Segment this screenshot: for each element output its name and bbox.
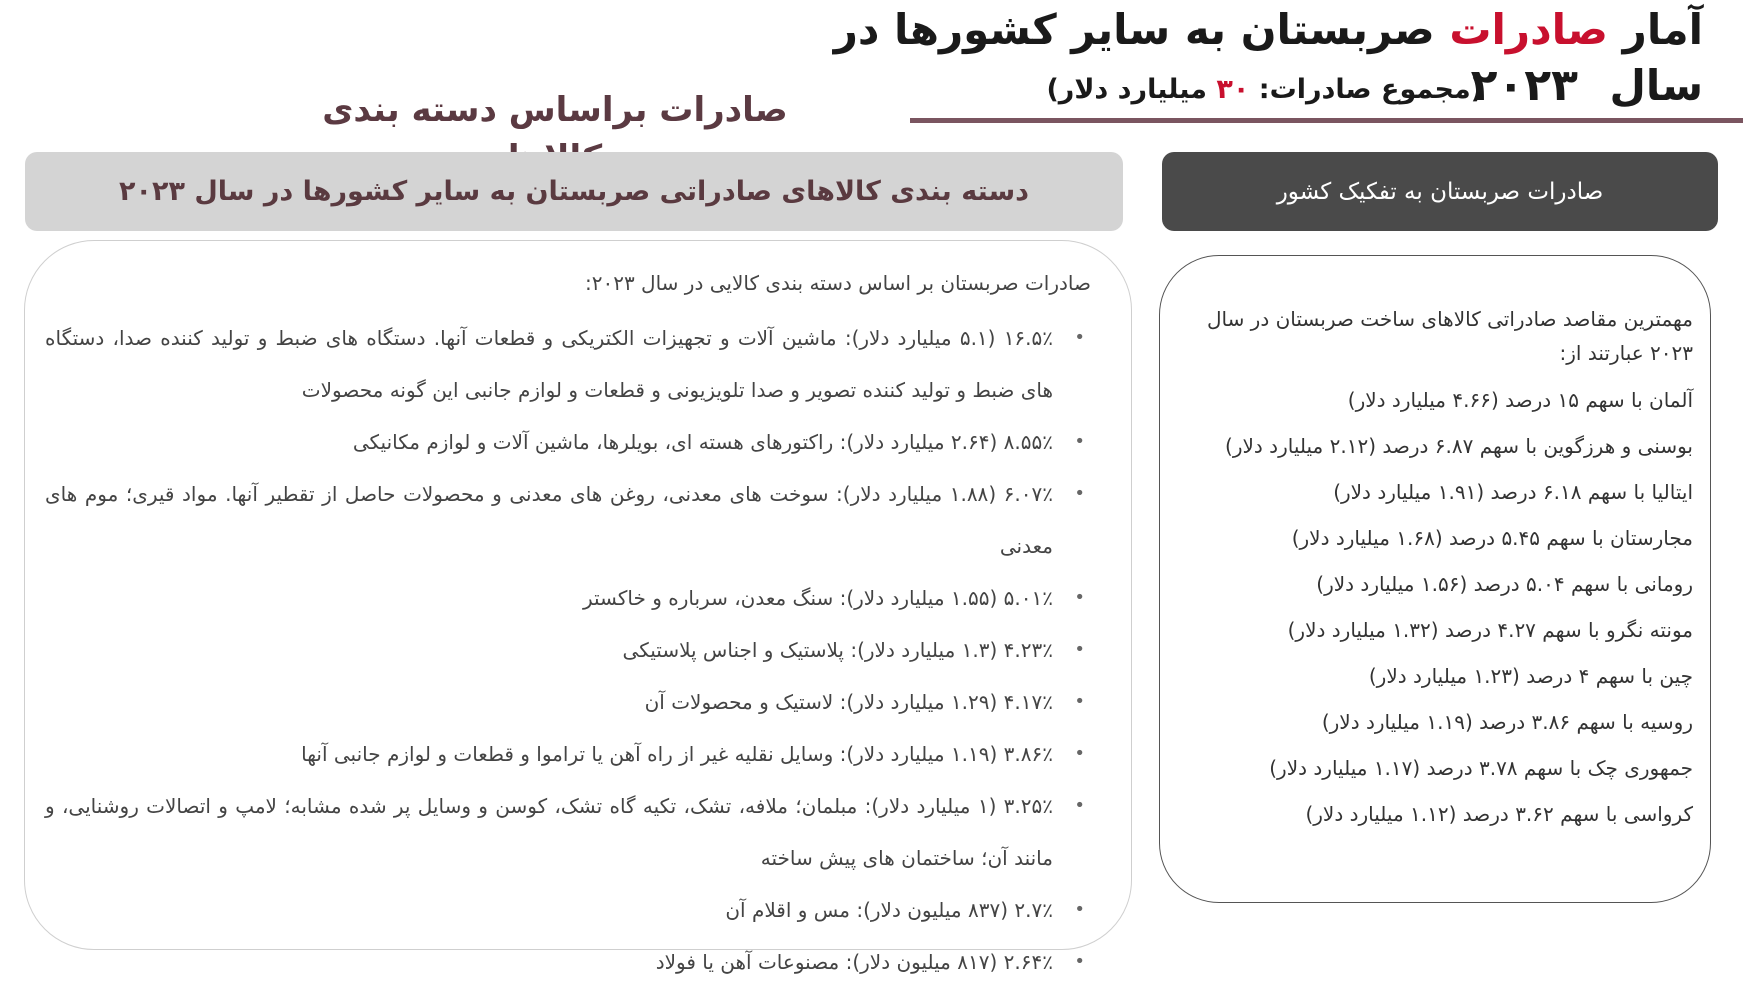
list-item: بوسنی و هرزگوین با سهم ۶.۸۷ درصد (۲.۱۲ میلیارد دلار)	[1225, 434, 1693, 458]
category-text: ۳.۸۶٪ (۱.۱۹ میلیارد دلار): وسایل نقلیه غیر از راه آهن یا تراموا و قطعات و لوازم جانبی آنها	[301, 742, 1053, 766]
bullet-icon: •	[1074, 431, 1085, 452]
countries-header: صادرات صربستان به تفکیک کشور	[1162, 152, 1718, 231]
bullet-icon: •	[1074, 327, 1085, 348]
title-accent: صادرات	[1449, 5, 1609, 54]
bullet-icon: •	[1074, 587, 1085, 608]
list-item: مجارستان با سهم ۵.۴۵ درصد (۱.۶۸ میلیارد دلار)	[1291, 526, 1693, 550]
total-open: (مجموع صادرات:	[1258, 74, 1483, 105]
category-text: ۲.۷٪ (۸۳۷ میلیون دلار): مس و اقلام آن	[725, 898, 1053, 922]
bullet-icon: •	[1074, 899, 1085, 920]
category-text: ۵.۰۱٪ (۱.۵۵ میلیارد دلار): سنگ معدن، سرباره و خاکستر	[582, 586, 1053, 610]
category-text: ۴.۲۳٪ (۱.۳ میلیارد دلار): پلاستیک و اجناس پلاستیکی	[622, 638, 1053, 662]
list-item	[45, 884, 1095, 936]
category-text: ۳.۲۵٪ (۱ میلیارد دلار): مبلمان؛ ملافه، تشک، تکیه گاه تشک، کوسن و وسایل پر شده مشابه؛ لامپ و اتصالات روشنایی، و مانند آن؛ ساختمان های پیش ساخته	[45, 794, 1053, 870]
section-title: صادرات براساس دسته بندی	[322, 90, 788, 130]
list-item	[45, 416, 1095, 468]
list-item: روسیه با سهم ۳.۸۶ درصد (۱.۱۹ میلیارد دلار)	[1321, 710, 1693, 734]
title-part2: صربستان به سایر کشورها در سال	[833, 5, 1703, 110]
bullet-icon: •	[1074, 795, 1085, 816]
categories-list	[45, 312, 1095, 988]
category-text: ۶.۰۷٪ (۱.۸۸ میلیارد دلار): سوخت های معدنی، روغن های معدنی و محصولات حاصل از تقطیر آنها. مواد قیری؛ موم های معدنی	[45, 482, 1053, 558]
bullet-icon: •	[1074, 639, 1085, 660]
category-text: ۸.۵۵٪ (۲.۶۴ میلیارد دلار): راکتورهای هسته ای، بویلرها، ماشین آلات و لوازم مکانیکی	[352, 430, 1053, 454]
list-item	[45, 468, 1095, 572]
countries-list	[1153, 380, 1693, 840]
list-item: چین با سهم ۴ درصد (۱.۲۳ میلیارد دلار)	[1368, 664, 1693, 688]
categories-header: دسته بندی کالاهای صادراتی صربستان به سایر کشورها در سال ۲۰۲۳	[25, 152, 1123, 231]
title-part1: آمار	[1622, 5, 1703, 54]
category-text: ۲.۶۴٪ (۸۱۷ میلیون دلار): مصنوعات آهن یا فولاد	[655, 950, 1053, 974]
total-exports	[1046, 70, 1483, 110]
list-item	[45, 624, 1095, 676]
bullet-icon: •	[1074, 951, 1085, 972]
list-item	[45, 676, 1095, 728]
list-item	[45, 728, 1095, 780]
countries-intro: مهمترین مقاصد صادراتی کالاهای ساخت صربستان در سال ۲۰۲۳ عبارتند از:	[1206, 307, 1693, 365]
bullet-icon: •	[1074, 691, 1085, 712]
list-item	[45, 312, 1095, 416]
category-text: ۱۶.۵٪ (۵.۱ میلیارد دلار): ماشین آلات و تجهیزات الکتریکی و قطعات آنها. دستگاه های ضبط و تولید کننده صدا، دستگاه های ضبط و تولید کننده تصویر و صدا تلویزیونی و قطعات و لوازم جانبی این گونه محصولات	[45, 326, 1054, 402]
list-item: کرواسی با سهم ۳.۶۲ درصد (۱.۱۲ میلیارد دلار)	[1305, 802, 1693, 826]
list-item: ایتالیا با سهم ۶.۱۸ درصد (۱.۹۱ میلیارد دلار)	[1333, 480, 1693, 504]
title-year: ۲۰۲۳	[1470, 60, 1578, 111]
bullet-icon: •	[1074, 483, 1085, 504]
list-item: آلمان با سهم ۱۵ درصد (۴.۶۶ میلیارد دلار)	[1347, 388, 1693, 412]
total-value: ۳۰	[1216, 74, 1250, 105]
list-item: مونته نگرو با سهم ۴.۲۷ درصد (۱.۳۲ میلیارد دلار)	[1287, 618, 1693, 642]
title-underline	[910, 118, 1743, 123]
category-text: ۴.۱۷٪ (۱.۲۹ میلیارد دلار): لاستیک و محصولات آن	[644, 690, 1053, 714]
list-item	[45, 780, 1095, 884]
list-item	[45, 936, 1095, 988]
list-item: رومانی با سهم ۵.۰۴ درصد (۱.۵۶ میلیارد دلار)	[1316, 572, 1693, 596]
bullet-icon: •	[1074, 743, 1085, 764]
list-item	[45, 572, 1095, 624]
categories-intro: صادرات صربستان بر اساس دسته بندی کالایی در سال ۲۰۲۳:	[584, 271, 1091, 295]
list-item: جمهوری چک با سهم ۳.۷۸ درصد (۱.۱۷ میلیارد دلار)	[1269, 756, 1693, 780]
total-close: میلیارد دلار)	[1046, 74, 1208, 105]
